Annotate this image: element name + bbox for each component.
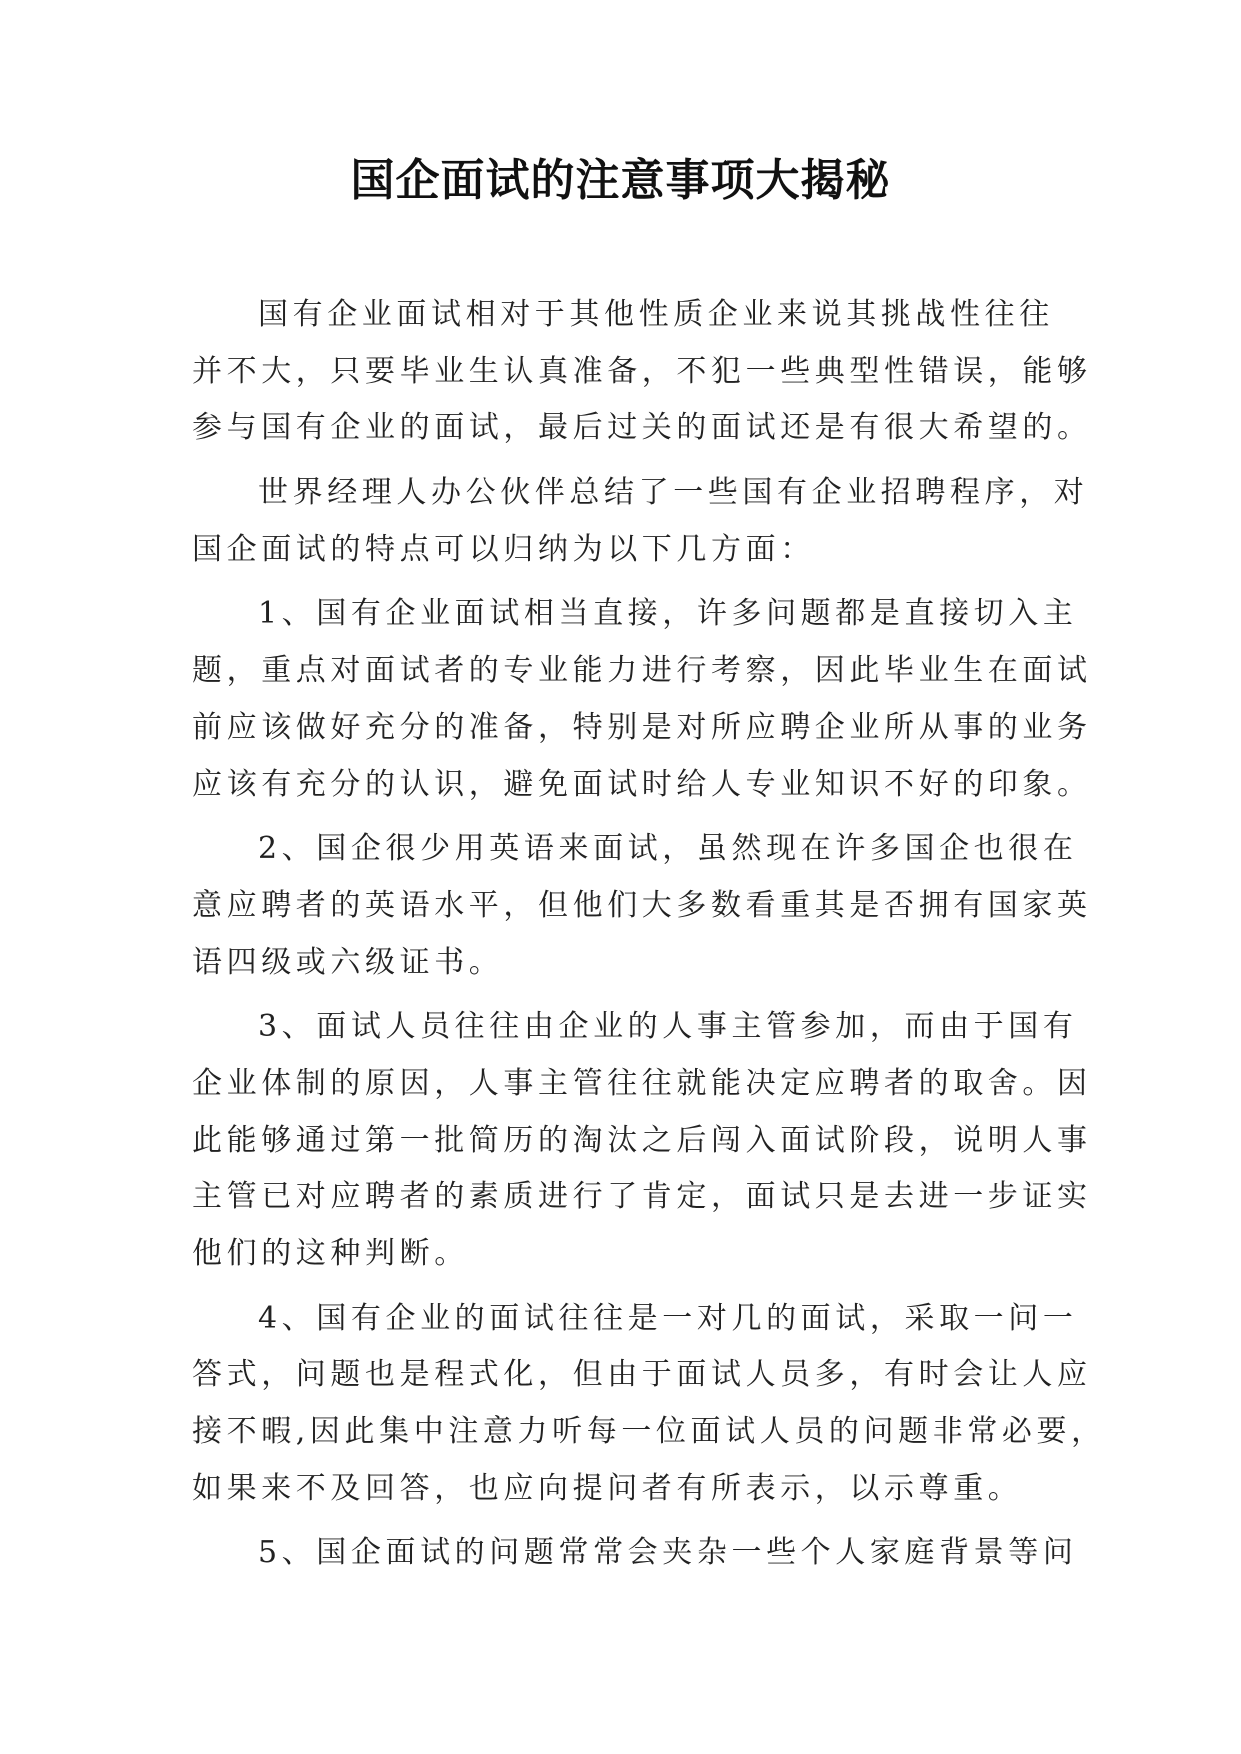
text-line: 意应聘者的英语水平，但他们大多数看重其是否拥有国家英: [192, 887, 1092, 923]
text-line: 国企面试的特点可以归纳为以下几方面：: [192, 531, 815, 567]
paragraph: [192, 465, 1089, 578]
text-line: 企业体制的原因，人事主管往往就能决定应聘者的取舍。因: [192, 1065, 1092, 1101]
text-line: 接不暇,因此集中注意力听每一位面试人员的问题非常必要，: [192, 1414, 1106, 1450]
text-line: 答式，问题也是程式化，但由于面试人员多，有时会让人应: [192, 1357, 1092, 1393]
text-line: 参与国有企业的面试，最后过关的面试还是有很大希望的。: [192, 410, 1092, 446]
text-line: 1、国有企业面试相当直接，许多问题都是直接切入主: [258, 596, 1078, 632]
text-line: 4、国有企业的面试往往是一对几的面试，采取一问一: [258, 1300, 1078, 1336]
document-title: 国企面试的注意事项大揭秘: [350, 155, 891, 206]
paragraph: [192, 1291, 1106, 1518]
paragraph: [192, 821, 1092, 991]
text-line: 应该有充分的认识，避免面试时给人专业知识不好的印象。: [192, 766, 1092, 802]
text-line: 世界经理人办公伙伴总结了一些国有企业招聘程序，对: [258, 475, 1089, 511]
text-line: 此能够通过第一批简历的淘汰之后闯入面试阶段，说明人事: [192, 1122, 1092, 1158]
paragraph: [192, 287, 1092, 457]
text-line: 语四级或六级证书。: [192, 944, 504, 980]
text-line: 5、国企面试的问题常常会夹杂一些个人家庭背景等问: [258, 1535, 1078, 1571]
paragraph: [192, 586, 1092, 813]
document-body: [192, 287, 1106, 1582]
text-line: 2、国企很少用英语来面试，虽然现在许多国企也很在: [258, 831, 1078, 867]
text-line: 国有企业面试相对于其他性质企业来说其挑战性往往: [258, 297, 1054, 332]
text-line: 题，重点对面试者的专业能力进行考察，因此毕业生在面试: [192, 653, 1092, 689]
text-line: 3、面试人员往往由企业的人事主管参加，而由于国有: [258, 1009, 1078, 1045]
text-line: 并不大，只要毕业生认真准备，不犯一些典型性错误，能够: [192, 353, 1092, 389]
text-line: 前应该做好充分的准备，特别是对所应聘企业所从事的业务: [192, 709, 1092, 745]
text-line: 主管已对应聘者的素质进行了肯定，面试只是去进一步证实: [192, 1179, 1092, 1215]
paragraph: [192, 1525, 1078, 1582]
paragraph: [192, 999, 1092, 1282]
text-line: 他们的这种判断。: [192, 1236, 469, 1271]
text-line: 如果来不及回答，也应向提问者有所表示，以示尊重。: [192, 1470, 1023, 1506]
